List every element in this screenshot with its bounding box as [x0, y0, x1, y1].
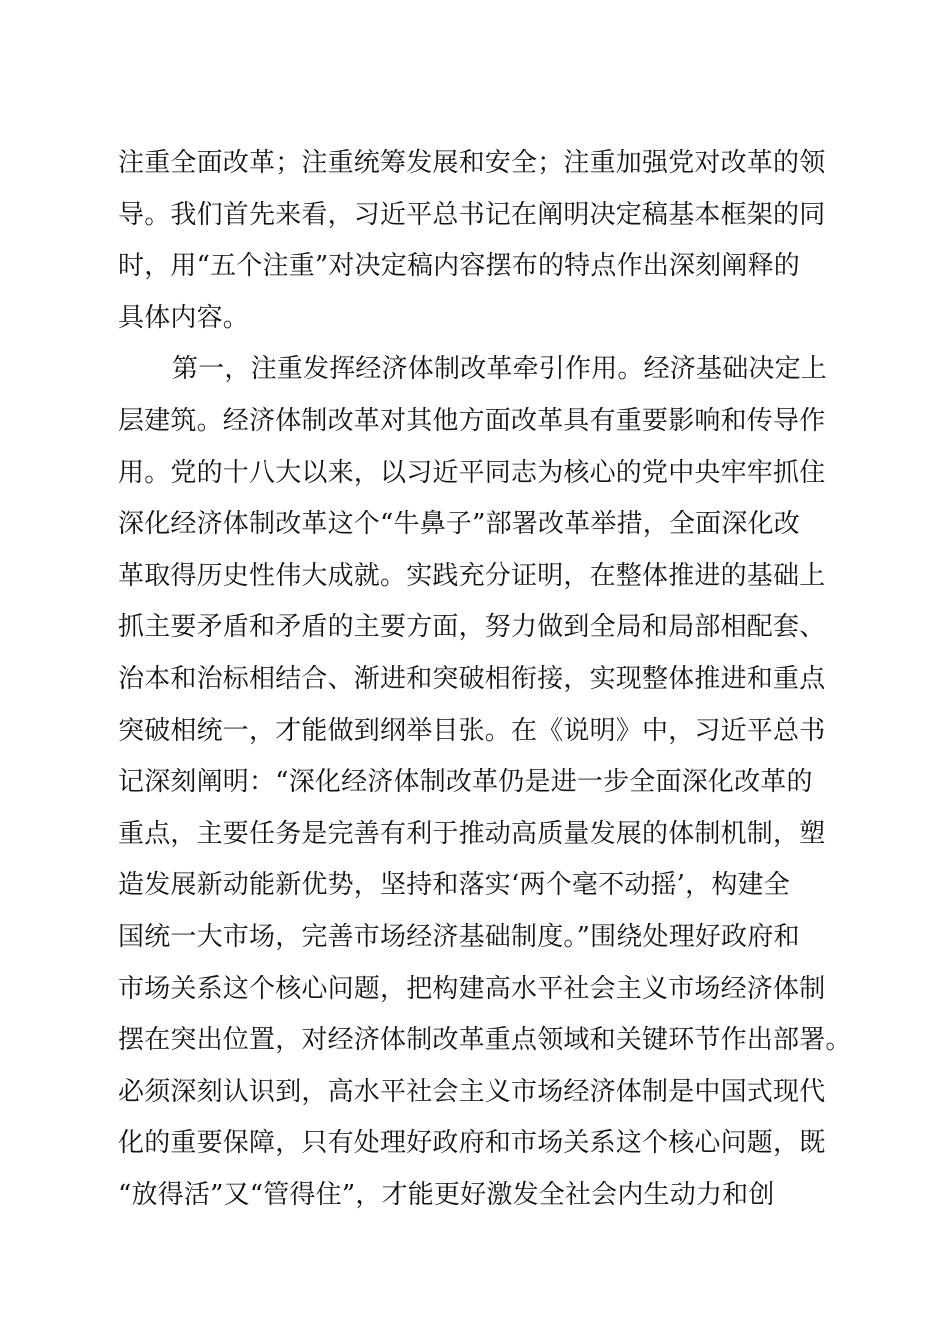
- text-line: 造发展新动能新优势，坚持和落实‘两个毫不动摇’，构建全: [118, 870, 790, 901]
- text-line: 突破相统一，才能做到纲举目张。在《说明》中，习近平总书: [118, 715, 826, 746]
- text-line: 具体内容。: [118, 302, 250, 333]
- text-line: “放得活”又“管得住”，才能更好激发全社会内生动力和创: [118, 1179, 775, 1210]
- text-line: 国统一大市场，完善市场经济基础制度。”围绕处理好政府和: [118, 921, 800, 952]
- text-line: 时，用“五个注重”对决定稿内容摆布的特点作出深刻阐释的: [118, 251, 800, 282]
- document-body: [118, 138, 852, 1221]
- paragraph-first-line: 第一，注重发挥经济体制改革牵引作用。经济基础决定上: [172, 354, 828, 385]
- text-line: 导。我们首先来看，习近平总书记在阐明决定稿基本框架的同: [118, 199, 826, 230]
- text-line: 用。党的十八大以来，以习近平同志为核心的党中央牢牢抓住: [118, 457, 826, 488]
- text-line: 摆在突出位置，对经济体制改革重点领域和关键环节作出部署。: [118, 1025, 852, 1056]
- text-line: 化的重要保障，只有处理好政府和市场关系这个核心问题，既: [118, 1128, 826, 1159]
- text-line: 层建筑。经济体制改革对其他方面改革具有重要影响和传导作: [118, 405, 826, 436]
- text-line: 深化经济体制改革这个“牛鼻子”部署改革举措，全面深化改: [118, 509, 800, 540]
- text-line: 市场关系这个核心问题，把构建高水平社会主义市场经济体制: [118, 973, 826, 1004]
- text-line: 必须深刻认识到，高水平社会主义市场经济体制是中国式现代: [118, 1076, 826, 1107]
- text-line: 注重全面改革；注重统筹发展和安全；注重加强党对改革的领: [118, 148, 826, 178]
- text-line: 抓主要矛盾和矛盾的主要方面，努力做到全局和局部相配套、: [118, 612, 826, 643]
- text-line: 革取得历史性伟大成就。实践充分证明，在整体推进的基础上: [118, 560, 826, 591]
- text-line: 治本和治标相结合、渐进和突破相衔接，实现整体推进和重点: [118, 663, 826, 694]
- text-line: 重点，主要任务是完善有利于推动高质量发展的体制机制，塑: [118, 818, 826, 849]
- text-line: 记深刻阐明：“深化经济体制改革仍是进一步全面深化改革的: [118, 767, 813, 798]
